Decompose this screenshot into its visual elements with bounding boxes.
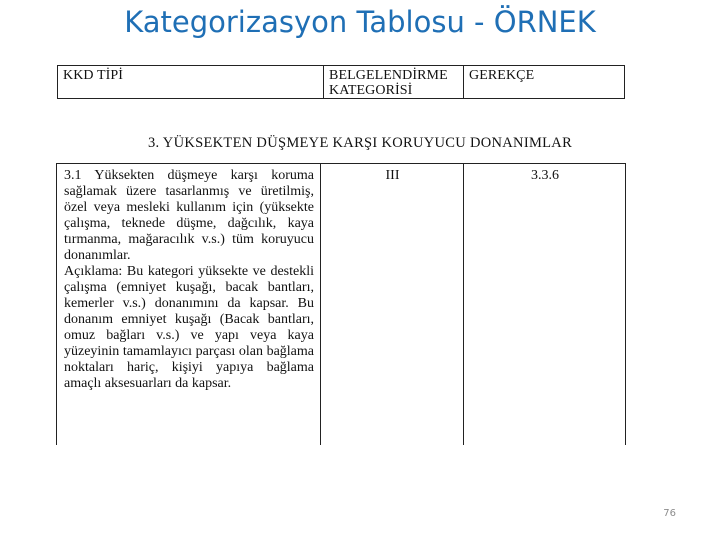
category-cell: III — [321, 164, 464, 446]
description-text: 3.1 Yüksekten düşmeye karşı koruma sağlamak üzere tasarlanmış ve üretilmiş, özel veya mesleki kullanım için (yüksekte çalışma, teknede düşme, dağcılık, kaya tırmanma, mağaracılık v.s.) tüm koruyucu donanımlar. — [64, 168, 314, 263]
header-certification-category: BELGELENDİRME KATEGORİSİ — [324, 66, 464, 99]
description-cell — [57, 164, 321, 446]
header-justification: GEREKÇE — [464, 66, 625, 99]
category-table — [56, 163, 626, 445]
header-row — [58, 66, 625, 99]
explanation-text: Açıklama: Bu kategori yüksekte ve destekli çalışma (emniyet kuşağı, bacak bantları, kemerler v.s.) donanımını da kapsar. Bu donanım emniyet kuşağı (Bacak bantları, omuz bağları v.s.) ve yapı veya kaya yüzeyinin tamamlayıcı parçası olan bağlama noktaları hariç, kişiyi yapıya bağlama amaçlı aksesuarları da kapsar. — [64, 264, 314, 391]
table-row — [57, 164, 626, 446]
section-heading: 3. YÜKSEKTEN DÜŞMEYE KARŞI KORUYUCU DONANIMLAR — [147, 135, 573, 151]
slide-title: Kategorizasyon Tablosu - ÖRNEK — [124, 5, 596, 39]
header-kkd-type: KKD TİPİ — [58, 66, 324, 99]
header-table — [57, 65, 625, 99]
page-number: 76 — [663, 508, 676, 519]
justification-cell: 3.3.6 — [464, 164, 626, 446]
